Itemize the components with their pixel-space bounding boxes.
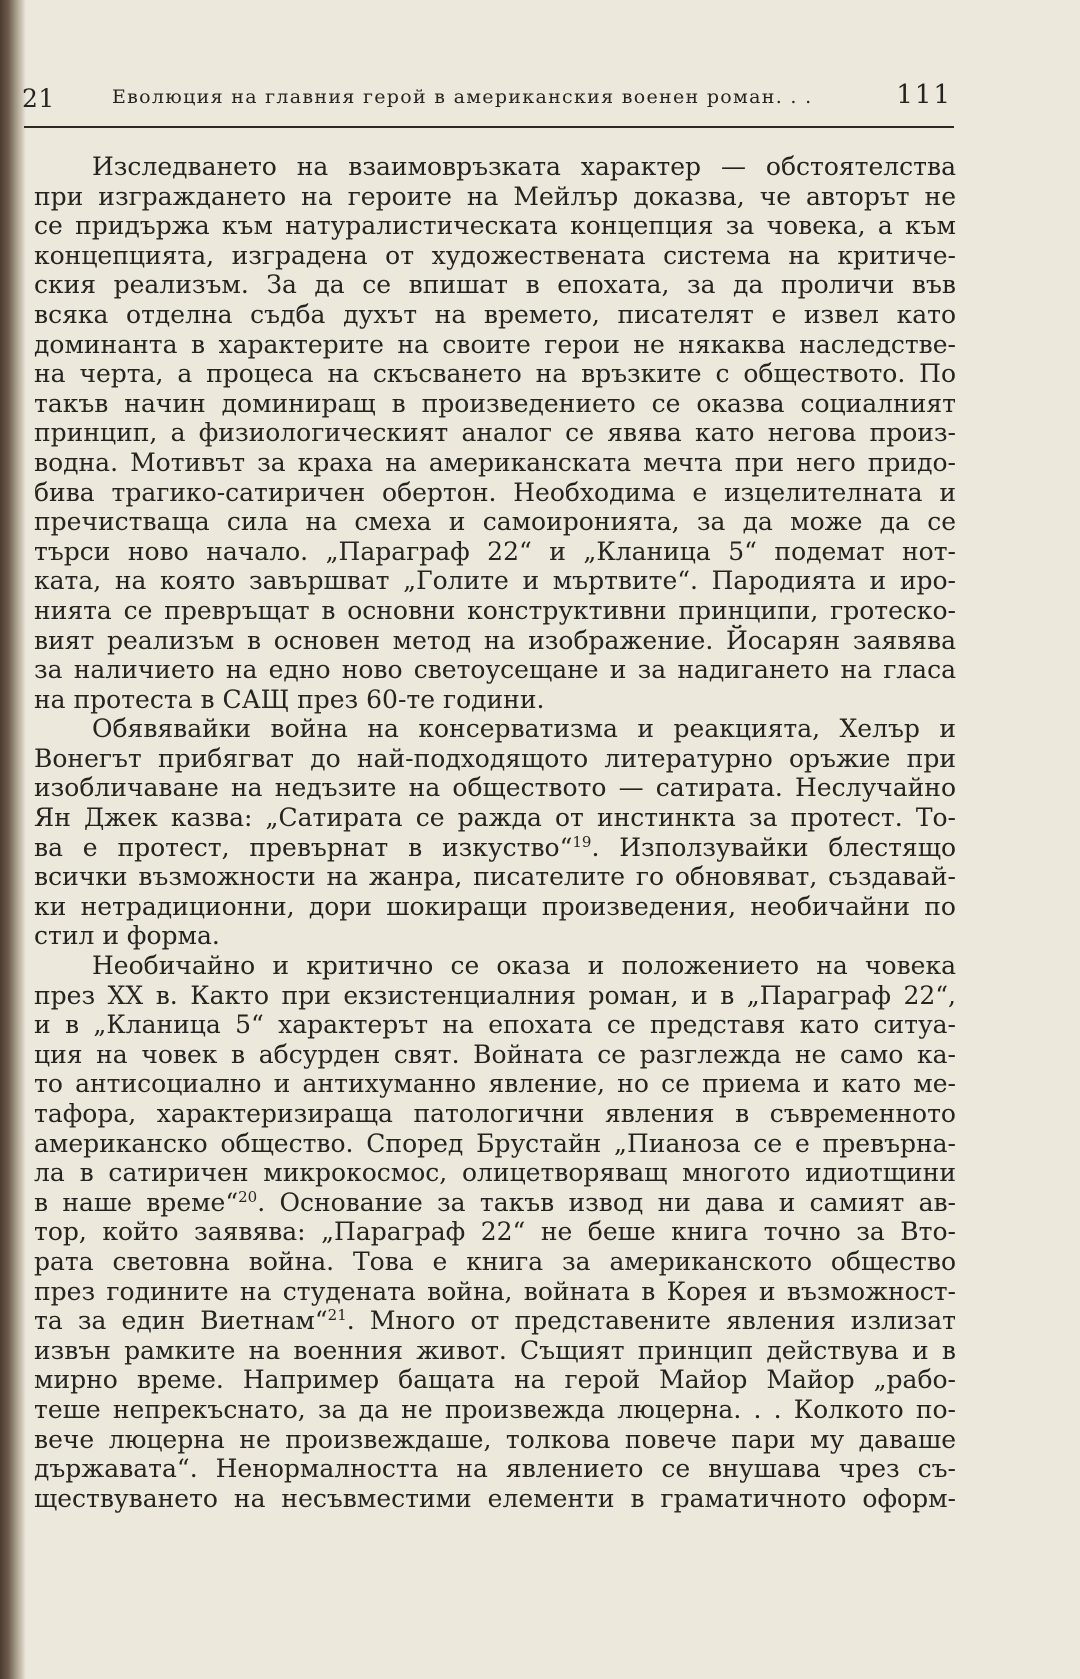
footnote-ref-21: 21 [327,1306,347,1325]
text-line: нията се превръщат в основни конструктивни принципи, гротеско- [34,595,956,625]
text-line: извън рамките на военния живот. Същият принцип действува и в [34,1335,956,1365]
text-line: през XX в. Както при екзистенциалния роман, и в „Параграф 22“, [34,980,956,1010]
text-line: ла в сатиричен микрокосмос, олицетворяващ многото идиотщини [34,1158,956,1188]
text-line: доминанта в характерите на своите герои не някаква наследстве- [34,329,956,359]
text-fragment: . Основание за такъв извод ни дава и самият ав- [257,1187,956,1217]
text-line-with-footnote [34,833,956,863]
text-line: и в „Кланица 5“ характерът на епохата се представя като ситуа- [34,1010,956,1040]
text-line: всяка отделна съдба духът на времето, писателят е извел като [34,299,956,329]
text-line: Изследването на взаимовръзката характер — обстоятелства [92,152,956,181]
text-fragment: ва е протест, превърнат в изкуство“ [34,832,573,862]
body-text [34,152,956,1513]
text-line: бива трагико-сатиричен обертон. Необходима е изцелителната и [34,477,956,507]
text-line: пречистваща сила на смеха и самоиронията, за да може да се [34,507,956,537]
running-title: Еволюция на главния герой в американския военен роман. . . [112,86,813,108]
page-number: 111 [896,80,952,110]
text-line: тафора, характеризираща патологични явления в съвременното [34,1099,956,1128]
text-line: за наличието на едно ново светоусещане и за надигането на гласа [34,655,956,685]
text-line: през годините на студената война, войната в Корея и възможност- [34,1276,956,1306]
text-line: такъв начин доминиращ в произведението се оказва социалният [34,388,956,418]
text-line: тор, който заявява: „Параграф 22“ не беше книга точно за Вто- [34,1217,956,1247]
text-line: американско общество. Според Брустайн „Пианоза се е превърна- [34,1128,956,1158]
text-line: Вонегът прибягват до най-подходящото литературно оръжие при [34,743,956,773]
text-line: рата световна война. Това е книга за американското общество [34,1246,956,1276]
text-line: Обявявайки война на консерватизма и реакцията, Хелър и [92,714,956,744]
text-line: Ян Джек казва: „Сатирата се ражда от инстинкта за протест. То- [34,803,956,833]
text-line: стил и форма. [34,921,220,951]
binding-edge [0,0,26,1679]
text-line: всички възможности на жанра, писателите го обновяват, създавай- [34,862,956,892]
text-line: концепцията, изградена от художествената система на критиче- [34,240,956,270]
text-line: ществуването на несъвместими елементи в граматичното оформ- [34,1483,956,1513]
text-line: на протеста в САЩ през 60-те години. [34,684,545,714]
text-fragment: . Използувайки блестящо [591,832,956,862]
text-line: мирно време. Например бащата на герой Майор Майор „рабо- [34,1365,956,1395]
text-line: ския реализъм. За да се впишат в епохата, за да проличи във [34,270,956,300]
text-line: държавата“. Ненормалността на явлението се внушава чрез съ- [34,1454,956,1484]
text-line: вият реализъм в основен метод на изображение. Йосарян заявява [34,625,956,655]
text-line: на черта, а процеса на скъсването на връзките с обществото. По [34,359,956,389]
text-line: водна. Мотивът за краха на американската мечта при него придо- [34,447,956,477]
running-header [22,80,952,116]
text-line: ката, на която завършват „Голите и мъртвите“. Пародията и иро- [34,566,956,596]
paragraph-1 [34,152,956,714]
text-line: вече люцерна не произвеждаше, толкова повече пари му даваше [34,1424,956,1454]
text-line: се придържа към натуралистическата концепция за човека, а към [34,211,956,241]
text-line-with-footnote [34,1188,956,1218]
text-line: то антисоциално и антихуманно явление, но се приема и като ме- [34,1069,956,1099]
text-fragment: та за един Виетнам“ [34,1306,328,1336]
text-line: при изграждането на героите на Мейлър доказва, че авторът не [34,181,956,211]
text-fragment: в наше време“ [34,1187,239,1217]
footnote-ref-20: 20 [238,1187,258,1206]
text-line-with-footnote [34,1306,956,1336]
header-left-number: 21 [22,84,55,113]
text-line: принцип, а физиологическият аналог се явява като негова произ- [34,418,956,448]
text-line: търси ново начало. „Параграф 22“ и „Кланица 5“ подемат нот- [34,536,956,566]
text-line: ки нетрадиционни, дори шокиращи произведения, необичайни по [34,891,956,921]
text-line: ция на човек в абсурден свят. Войната се разглежда не само ка- [34,1039,956,1069]
header-rule [24,126,954,128]
footnote-ref-19: 19 [572,832,592,851]
paragraph-3 [34,951,956,1513]
text-line: Необичайно и критично се оказа и положението на човека [92,951,956,981]
text-line: изобличаване на недъзите на обществото — сатирата. Неслучайно [34,773,956,803]
paragraph-2 [34,714,956,951]
text-line: теше непрекъснато, за да не произвежда люцерна. . . Колкото по- [34,1394,956,1424]
text-fragment: . Много от представените явления излизат [346,1306,956,1336]
